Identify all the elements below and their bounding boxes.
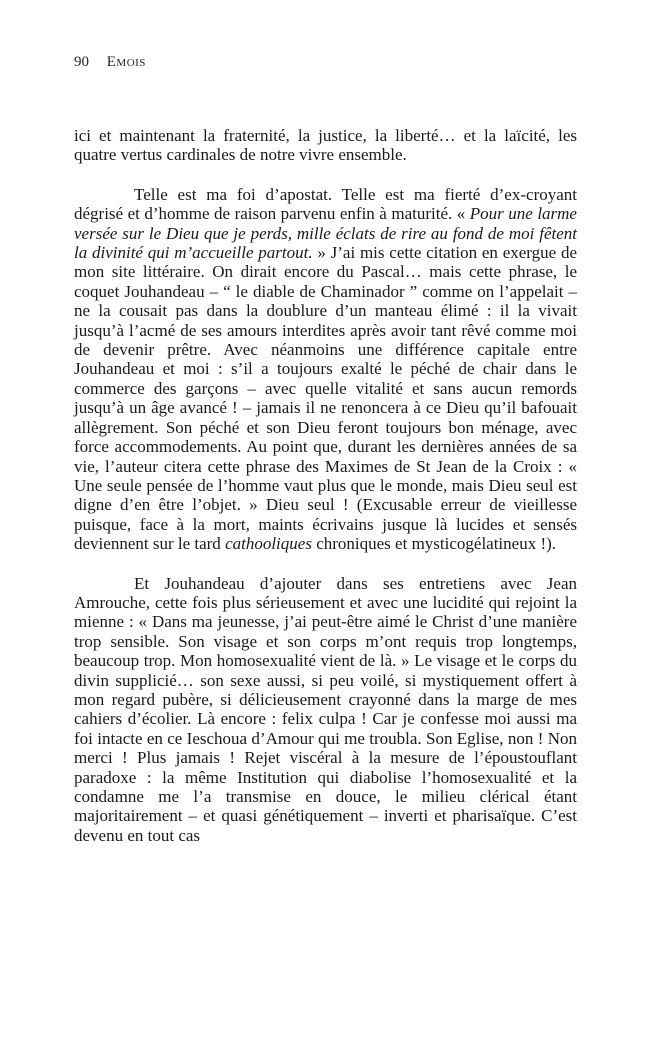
- running-title: Emois: [106, 54, 146, 70]
- italic-quote: Pour une larme versée sur le Dieu que je perds, mille éclats de rire au fond de moi fêtent la divinité qui m’accueille partout.: [74, 204, 577, 263]
- paragraph-2: [74, 185, 577, 554]
- paragraph-2-part-1: Telle est ma foi d’apostat. Telle est ma fierté d’ex-croyant dégrisé et d’homme de raison parvenu enfin à maturité. «: [74, 184, 577, 224]
- page-number: 90: [74, 54, 89, 70]
- running-header: [74, 54, 146, 71]
- paragraph-2-part-3: chroniques et mysticogélatineux !).: [311, 534, 557, 554]
- body-text: [74, 126, 577, 845]
- paragraph-3: Et Jouhandeau d’ajouter dans ses entretiens avec Jean Amrouche, cette fois plus sérieusement et avec une lucidité qui rejoint la mienne : « Dans ma jeunesse, j’ai peut-être aimé le Christ d’une manière trop sensible. Son visage et son corps m’ont requis trop longtemps, beaucoup trop. Mon homosexualité vient de là. » Le visage et le corps du divin supplicié… son sexe aussi, si peu voilé, si mystiquement offert à mon regard pubère, si délicieusement crayonné dans la marge de mes cahiers d’écolier. Là encore : felix culpa ! Car je confesse moi aussi ma foi intacte en ce Ieschoua d’Amour qui me troubla. Son Eglise, non ! Non merci ! Plus jamais ! Rejet viscéral à la mesure de l’époustouflant paradoxe : la même Institution qui diabolise l’homosexualité et la condamne me l’a transmise en douce, le milieu clérical étant majoritairement – et quasi génétiquement – inverti et pharisaïque. C’est devenu en tout cas: [74, 573, 577, 845]
- italic-word: cathooliques: [225, 534, 312, 554]
- paragraph-1: ici et maintenant la fraternité, la justice, la liberté… et la laïcité, les quatre vertus cardinales de notre vivre ensemble.: [74, 126, 577, 165]
- paragraph-2-part-2: » J’ai mis cette citation en exergue de mon site littéraire. On dirait encore du Pascal… mais cette phrase, le coquet Jouhandeau – “ le diable de Chaminador ” comme on l’appelait – ne la cousait pas dans la doublure d’un manteau élimé : il la vivait jusqu’à l’acmé de ses amours interdites après avoir tant rêvé comme moi de devenir prêtre. Avec néanmoins une différence capitale entre Jouhandeau et moi : s’il a toujours exalté le péché de chair dans le commerce des garçons – avec quelle vitalité et sans aucun remords jusqu’à un âge avancé ! – jamais il ne renoncera à ce Dieu qu’il bafouait allègrement. Son péché et son Dieu feront toujours bon ménage, avec force accommodements. Au point que, durant les dernières années de sa vie, l’auteur citera cette phrase des Maximes de St Jean de la Croix : « Une seule pensée de l’homme vaut plus que le monde, mais Dieu seul est digne d’en être l’objet. » Dieu seul ! (Excusable erreur de vieillesse puisque, face à la mort, maints écrivains jusque là lucides et sensés deviennent sur le tard: [74, 243, 577, 554]
